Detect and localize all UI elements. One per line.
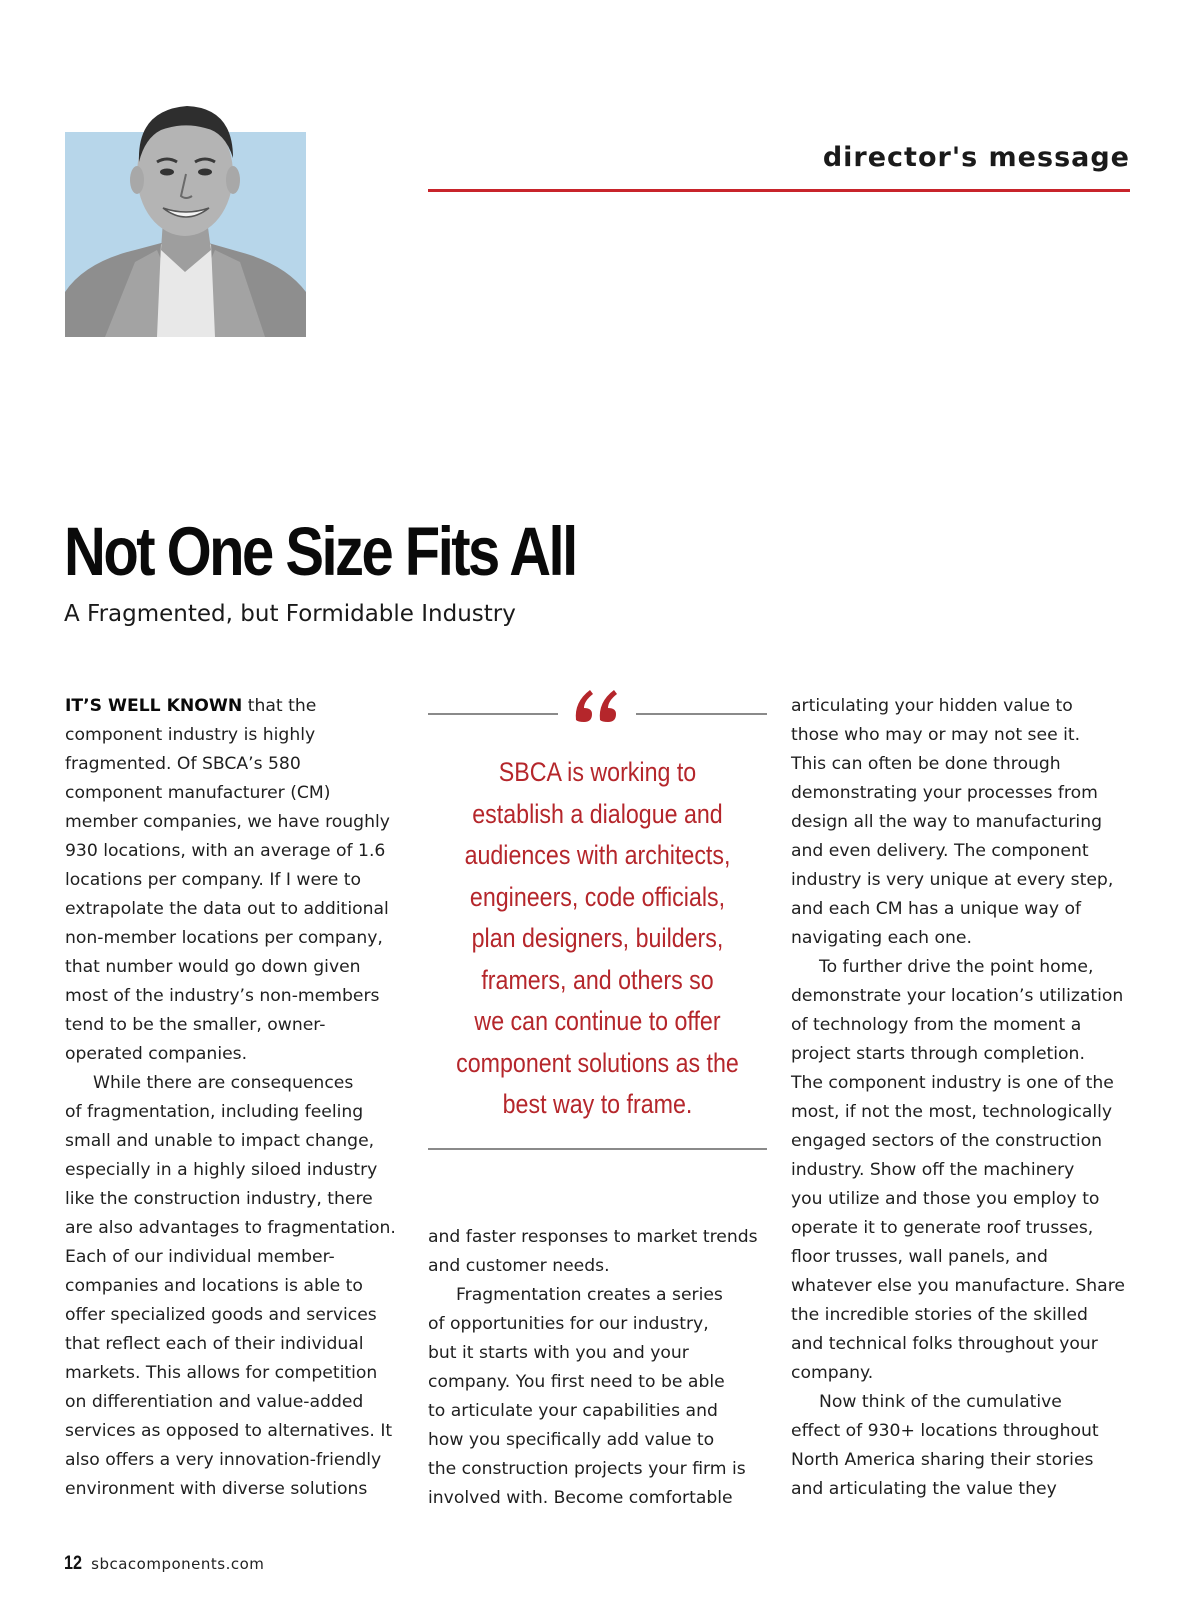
pull-quote-line: best way to frame. (502, 1089, 693, 1119)
text-line: North America sharing their stories (791, 1450, 1094, 1470)
pull-quote-line: SBCA is working to (498, 757, 697, 787)
text-line: company. You first need to be able (428, 1372, 725, 1392)
text-line: whatever else you manufacture. Share (791, 1276, 1125, 1296)
text-line: and even delivery. The component (791, 841, 1089, 861)
section-label: director's message (822, 142, 1130, 173)
text-line: navigating each one. (791, 928, 972, 948)
text-line: While there are consequences (93, 1073, 354, 1093)
text-line: like the construction industry, there (65, 1189, 373, 1209)
pull-quote-rule-right (636, 713, 767, 715)
text-line: component industry is highly (65, 725, 316, 745)
text-line: that number would go down given (65, 957, 361, 977)
text-line: Fragmentation creates a series (456, 1285, 723, 1305)
text-line: design all the way to manufacturing (791, 812, 1103, 832)
body-column-3 (791, 692, 1136, 1504)
author-portrait (65, 92, 306, 337)
text-line: the incredible stories of the skilled (791, 1305, 1088, 1325)
text-line: offer specialized goods and services (65, 1305, 377, 1325)
paragraph-7 (791, 1388, 1136, 1504)
paragraph-5 (791, 692, 1136, 953)
text-line: most, if not the most, technologically (791, 1102, 1113, 1122)
text-line: and technical folks throughout your (791, 1334, 1098, 1354)
text-line: operate it to generate roof trusses, (791, 1218, 1094, 1238)
pull-quote-line: framers, and others so (481, 964, 714, 995)
text-line: how you specifically add value to (428, 1430, 715, 1450)
pull-quote (428, 752, 767, 1126)
text-line: non-member locations per company, (65, 928, 383, 948)
text-line: and customer needs. (428, 1256, 610, 1276)
text-line: small and unable to impact change, (65, 1131, 375, 1151)
text-line: especially in a highly siloed industry (65, 1160, 378, 1180)
paragraph-1 (65, 692, 410, 1069)
text-line: that the (242, 696, 317, 716)
text-line: project starts through completion. (791, 1044, 1085, 1064)
text-line: of opportunities for our industry, (428, 1314, 709, 1334)
text-line: tend to be the smaller, owner- (65, 1015, 326, 1035)
text-line: engaged sectors of the construction (791, 1131, 1103, 1151)
text-line: on differentiation and value-added (65, 1392, 364, 1412)
portrait-figure (65, 92, 306, 337)
text-line: industry. Show off the machinery (791, 1160, 1075, 1180)
first-line (65, 692, 410, 721)
text-line: the construction projects your firm is (428, 1459, 746, 1479)
text-line: member companies, we have roughly (65, 812, 390, 832)
text-line: services as opposed to alternatives. It (65, 1421, 393, 1441)
paragraph-2 (65, 1069, 410, 1504)
text-line: to articulate your capabilities and (428, 1401, 718, 1421)
text-line: you utilize and those you employ to (791, 1189, 1100, 1209)
lead-in: IT’S WELL KNOWN (65, 696, 243, 716)
text-line: company. (791, 1363, 874, 1383)
pull-quote-rule-bottom (428, 1148, 767, 1150)
text-line: most of the industry’s non-members (65, 986, 380, 1006)
pull-quote-line: engineers, code officials, (469, 881, 726, 912)
paragraph-3 (428, 1223, 773, 1281)
text-line: articulating your hidden value to (791, 696, 1073, 716)
text-line: and faster responses to market trends (428, 1227, 758, 1247)
pull-quote-line: audiences with architects, (464, 840, 731, 870)
pull-quote-line: we can continue to offer (474, 1006, 721, 1036)
text-line: and each CM has a unique way of (791, 899, 1082, 919)
footer-site-link[interactable]: sbcacomponents.com (91, 1555, 265, 1573)
text-line: component manufacturer (CM) (65, 783, 331, 803)
text-line: but it starts with you and your (428, 1343, 689, 1363)
text-line: operated companies. (65, 1044, 248, 1064)
text-line: and articulating the value they (791, 1479, 1057, 1499)
text-line: of fragmentation, including feeling (65, 1102, 364, 1122)
body-column-1 (65, 692, 410, 1504)
text-line: that reflect each of their individual (65, 1334, 364, 1354)
text-line: extrapolate the data out to additional (65, 899, 389, 919)
text-line: environment with diverse solutions (65, 1479, 368, 1499)
text-line: effect of 930+ locations throughout (791, 1421, 1099, 1441)
text-line: fragmented. Of SBCA’s 580 (65, 754, 301, 774)
quote-mark-icon (572, 686, 622, 724)
text-line: are also advantages to fragmentation. (65, 1218, 396, 1238)
pull-quote-line: establish a dialogue and (472, 798, 723, 829)
text-line: involved with. Become comfortable (428, 1488, 733, 1508)
pull-quote-line: component solutions as the (456, 1047, 739, 1078)
text-line: locations per company. If I were to (65, 870, 362, 890)
body-column-2 (428, 1223, 773, 1513)
pull-quote-line: plan designers, builders, (471, 923, 724, 953)
text-line: those who may or may not see it. (791, 725, 1081, 745)
text-line: Now think of the cumulative (819, 1392, 1062, 1412)
text-line: 930 locations, with an average of 1.6 (65, 841, 386, 861)
text-line: This can often be done through (791, 754, 1061, 774)
article-subtitle: A Fragmented, but Formidable Industry (64, 601, 516, 627)
text-line: demonstrating your processes from (791, 783, 1098, 803)
page-number: 12 (64, 1553, 82, 1574)
text-line: of technology from the moment a (791, 1015, 1082, 1035)
text-line: Each of our individual member- (65, 1247, 335, 1267)
paragraph-4 (428, 1281, 773, 1513)
text-line: also offers a very innovation-friendly (65, 1450, 382, 1470)
text-line: To further drive the point home, (819, 957, 1094, 977)
section-divider (428, 189, 1130, 192)
text-line: The component industry is one of the (791, 1073, 1114, 1093)
text-line: companies and locations is able to (65, 1276, 363, 1296)
text-line: markets. This allows for competition (65, 1363, 378, 1383)
article-title: Not One Size Fits All (64, 513, 576, 590)
text-line: floor trusses, wall panels, and (791, 1247, 1048, 1267)
paragraph-6 (791, 953, 1136, 1388)
page-footer (64, 1553, 264, 1575)
text-line: industry is very unique at every step, (791, 870, 1114, 890)
text-line: demonstrate your location’s utilization (791, 986, 1124, 1006)
pull-quote-rule-left (428, 713, 558, 715)
